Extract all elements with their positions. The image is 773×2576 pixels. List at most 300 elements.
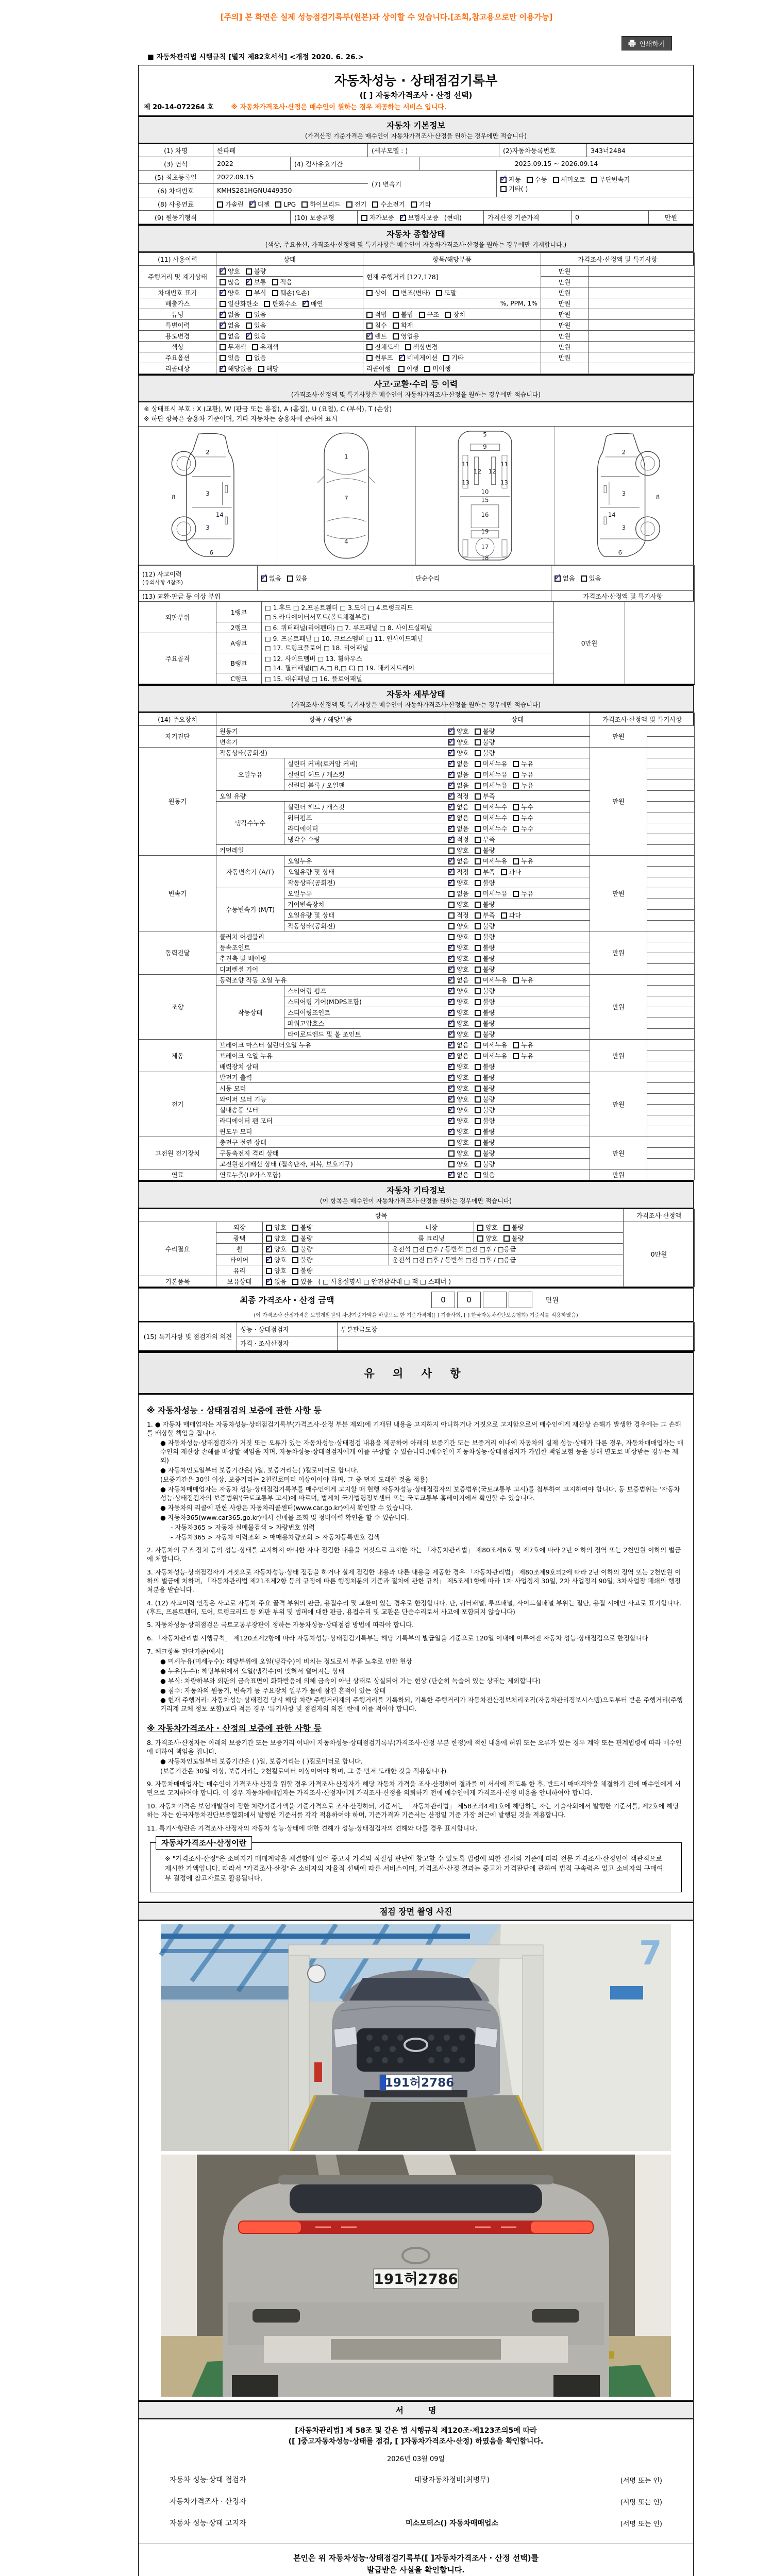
checkbox-option: 양호	[448, 1159, 469, 1168]
checkbox-icon	[501, 869, 507, 875]
svg-text:18: 18	[481, 554, 489, 562]
device-group-label: 조향	[139, 974, 216, 1039]
state-options	[445, 758, 590, 769]
checkbox-icon	[475, 1161, 481, 1167]
checkbox-option: 미세누유	[475, 856, 508, 866]
rank-parts	[262, 622, 554, 633]
checked-checkbox-icon	[220, 366, 226, 372]
price-cell: 만원	[590, 747, 647, 855]
checked-checkbox-icon	[448, 837, 455, 843]
device-group-label: 자기진단	[139, 725, 216, 747]
checkbox-option: 영업용	[393, 331, 419, 341]
repair-item-label: 타이어	[216, 1254, 263, 1265]
final-price-block	[139, 1287, 693, 1322]
rank-parts	[262, 673, 554, 684]
state-options	[445, 909, 590, 920]
signature-block	[139, 2419, 693, 2544]
svg-text:3: 3	[621, 523, 626, 531]
checkbox-icon	[475, 988, 481, 994]
note-cell	[647, 899, 695, 909]
checkbox-option: 있음	[581, 573, 601, 583]
note-cell	[647, 790, 695, 801]
checkbox-icon	[301, 201, 308, 208]
checkbox-option: 미세누수	[475, 802, 508, 811]
checkbox-option: 누유	[513, 1040, 533, 1049]
checkbox-option: ✓ 네비게이션	[399, 353, 438, 362]
print-button[interactable]	[621, 36, 672, 50]
checkbox-option: 양호	[266, 1266, 287, 1275]
notice-subsection-title: ※ 자동차성능 · 상태점검의 보증에 관한 사항 등	[147, 1405, 322, 1415]
svg-text:2: 2	[621, 448, 626, 456]
checkbox-icon	[475, 1096, 481, 1103]
notice-line: 8. 가격조사·산정자는 아래의 보증기간 또는 보증거리 이내에 자동차성능·상태점검기록부(가격조사·산정 부분 한정)에 적힌 내용에 허위 또는 오류가 있는 경우 계약 또는 관계법령에 따라 매수인에 대하여 책임을 집니다.	[147, 1738, 682, 1755]
checkbox-icon	[475, 1140, 481, 1146]
vehicle-diagram-row	[139, 427, 693, 565]
item-label-cell: 변속기	[216, 736, 445, 747]
state-options	[445, 812, 590, 823]
notice-line: 10. 자동차가격은 보험개발원이 정한 차량기준가액을 기준가격으로 조사·산정하되, 기준서는 「자동차관리법」 제58조의4제1호에 해당하는 자는 기술사회에서 발행한 기준서를, 제2호에 해당하는 자는 한국자동차진단보증협회에서 발행한 기준서를 각각 적용하여야 하며, 기준가격과 기준서는 산정일 기준 가장 최근에 발행된 것을 적용합니다.	[147, 1802, 679, 1819]
item-label: 리콜이행	[366, 365, 391, 372]
device-group-label: 원동기	[139, 747, 216, 855]
checkbox-option: 기타	[411, 199, 431, 209]
state-options	[445, 888, 590, 899]
note-cell	[589, 277, 695, 287]
checkbox-option: 불량	[475, 1008, 495, 1017]
state-options	[216, 352, 363, 363]
note-cell	[647, 844, 695, 855]
checkbox-option: ✓ 양호	[448, 1094, 469, 1104]
svg-text:2: 2	[206, 448, 210, 456]
checkbox-icon	[475, 880, 481, 886]
option-group	[220, 365, 284, 372]
option-group	[261, 575, 313, 582]
appraiser-opinion-value	[338, 1336, 695, 1350]
checkbox-option: 불량	[475, 921, 495, 930]
overall-row	[139, 309, 695, 320]
checkbox-option: 부족	[475, 835, 495, 844]
checkbox-option: 누수	[513, 824, 533, 833]
note-cell	[647, 812, 695, 823]
note-cell	[589, 309, 695, 320]
inspection-photo-rear	[159, 2155, 673, 2397]
checkbox-option: 구조	[419, 310, 440, 319]
field-label: (4) 검사유효기간	[291, 157, 419, 170]
checkbox-option: 썬루프	[366, 353, 393, 362]
signature-statement-line: ([ ]중고자동차성능·상태를 점검, [ ]자동차가격조사·산정) 하였음을 확인합니다.	[288, 2437, 544, 2446]
checkbox-option: ✓ 없음	[448, 824, 469, 833]
notice-line: ● 누유(누수): 해당부위에서 오일(냉각수)이 맺혀서 떨어지는 상태	[160, 1667, 345, 1675]
price-digit-box: 0	[431, 1292, 455, 1308]
seal-label: (서명 또는 인)	[620, 2477, 662, 2485]
checkbox-option: 이행	[398, 364, 419, 373]
etc-row	[139, 1254, 695, 1265]
usage-history-label: 차대번호 표기	[139, 287, 216, 298]
svg-text:19: 19	[481, 527, 489, 535]
exchange-price-header: 가격조사·산정액 및 특기사항	[551, 590, 695, 601]
svg-text:3: 3	[206, 523, 210, 531]
checked-checkbox-icon	[261, 575, 267, 582]
state-options	[216, 331, 363, 342]
state-options	[445, 1158, 590, 1169]
state-options	[445, 1072, 590, 1082]
state-options	[445, 1115, 590, 1126]
checkbox-icon	[475, 912, 481, 919]
option-group	[448, 1172, 501, 1179]
checked-checkbox-icon	[266, 1257, 272, 1263]
svg-text:16: 16	[481, 511, 489, 518]
checkbox-icon	[272, 290, 278, 296]
checked-checkbox-icon	[448, 1129, 455, 1135]
checked-checkbox-icon	[220, 290, 226, 296]
checkbox-option: ✓ 없음	[220, 310, 240, 319]
checkbox-option: 불량	[475, 954, 495, 963]
note-cell	[647, 736, 695, 747]
checkbox-option: 탄화수소	[264, 299, 297, 308]
signer-role: 자동차 성능·상태 점검자	[170, 2476, 246, 2485]
position-detail: 운전석 □전 □후 / 동반석 □전 □후 / □응급	[389, 1254, 624, 1265]
price-cell	[541, 363, 589, 374]
checkbox-option: 미세누유	[475, 975, 508, 985]
overall-row	[139, 287, 695, 298]
panel-group-label: 외판부위	[139, 602, 216, 633]
svg-text:191허2786: 191허2786	[374, 2270, 458, 2288]
option-group	[448, 1042, 539, 1049]
note-cell	[647, 866, 695, 877]
checkbox-option: 없음	[448, 889, 469, 898]
item-label-cell: 연료누출(LP가스포함)	[216, 1169, 445, 1180]
signature-statement-line: [자동차관리법] 제 58조 및 같은 법 시행규칙 제120조·제123조의5에 따라	[295, 2427, 537, 2435]
price-cell: 만원	[590, 974, 647, 1039]
warranty-option-group	[361, 213, 444, 222]
note-cell	[647, 888, 695, 899]
item-label-cell: 워터펌프	[284, 812, 445, 823]
checkbox-option: 미세누유	[475, 889, 508, 898]
item-label-cell: 배력장치 상태	[216, 1061, 445, 1072]
checkbox-option: 기타	[443, 353, 464, 362]
checkbox-icon	[217, 201, 223, 208]
svg-text:17: 17	[481, 543, 489, 551]
checkbox-option: 유채색	[252, 342, 279, 351]
service-note: ※ 자동차가격조사·산정은 매수인이 원하는 경우 제공하는 서비스 입니다.	[231, 104, 447, 111]
checkbox-icon	[264, 301, 270, 307]
usage-history-label: 배출가스	[139, 298, 216, 309]
checkbox-option: ✓ 없음	[448, 856, 469, 866]
checkbox-option: 있음	[220, 353, 240, 362]
price-cell: 만원	[541, 331, 589, 342]
checkbox-icon	[475, 902, 481, 908]
option-group	[448, 1031, 501, 1038]
checkbox-option: 불량	[475, 1062, 495, 1071]
checkbox-icon	[443, 355, 449, 361]
checkbox-icon	[448, 1140, 455, 1146]
issue-date: 2026년 03월 09일	[386, 2455, 445, 2464]
item-label-cell: 추진축 및 베어링	[216, 953, 445, 963]
svg-text:13: 13	[500, 479, 508, 486]
inspector-opinion-table	[139, 1322, 695, 1351]
item-label-cell: 오일누유	[284, 888, 445, 899]
state-options	[216, 309, 363, 320]
checkbox-icon	[246, 323, 252, 329]
option-group	[448, 847, 501, 854]
svg-text:8: 8	[172, 493, 176, 501]
overall-row	[139, 266, 695, 277]
checkbox-icon	[252, 344, 258, 350]
detail-row	[139, 1137, 695, 1147]
note-cell	[647, 779, 695, 790]
checkbox-option: ✓ 양호	[448, 1105, 469, 1114]
option-group	[448, 1128, 501, 1136]
checkbox-icon	[513, 783, 519, 789]
option-group	[448, 1107, 501, 1114]
option-group	[448, 1139, 501, 1146]
simple-repair-options	[551, 565, 695, 590]
checkbox-option: 양호	[448, 1148, 469, 1158]
checkbox-option: ✓없음	[261, 573, 281, 583]
repair-item-label: 룸 크리닝	[389, 1232, 474, 1243]
price-cell: 만원	[541, 309, 589, 320]
checkbox-icon	[448, 1150, 455, 1157]
repair-item-label: 외장	[216, 1222, 263, 1232]
checkbox-option: 불량	[475, 1127, 495, 1136]
checkbox-icon	[292, 1257, 298, 1263]
checkbox-icon	[366, 290, 373, 296]
checkbox-option: ✓ 양호	[448, 1083, 469, 1093]
checkbox-option: ✓ 양호	[448, 726, 469, 736]
checkbox-option: 많음	[220, 277, 240, 286]
checkbox-icon	[475, 923, 481, 929]
checkbox-icon	[501, 912, 507, 919]
rank-label: B랭크	[216, 653, 262, 673]
item-label-cell: 브레이크 오일 누유	[216, 1050, 445, 1061]
checkbox-option: ✓ 없음	[554, 573, 575, 583]
checkbox-icon	[393, 290, 399, 296]
detail-row	[139, 855, 695, 866]
base-price-label: 가격산정 기준가격	[484, 211, 572, 224]
field-label: (3) 연식	[139, 157, 213, 170]
notice-line: 3. 자동차성능·상태점검자가 거짓으로 자동차성능·상태 점검을 하거나 실제 점검한 내용과 다른 내용을 제공한 경우 「자동차관리법」 제80조제9호의2에 따라 2년 이하의 징역 또는 2천만원 이하의 벌금에 처하며, 「자동차관리법 제21조제2항 등의 규정에 따른 행정처분의 기준과 절차에 관한 규칙」 제5조제1항에 따라 1차 사업정지 30일, 2차 사업정지 90일, 3차사업장 폐쇄의 행정처분을 받습니다.	[147, 1568, 681, 1594]
section-subtitle: (가격조사·산정액 및 특기사항은 매수인이 자동차가격조사·산정을 원하는 경우에만 적습니다)	[291, 391, 541, 398]
checked-checkbox-icon	[448, 815, 455, 821]
checkbox-option: ✓ 양호	[448, 1019, 469, 1028]
checkbox-option: ✓ 양호	[448, 1073, 469, 1082]
checkbox-option: ✓ 양호	[448, 943, 469, 952]
price-digit-box	[483, 1292, 507, 1308]
checkbox-option: 양호	[266, 1223, 287, 1232]
section-overall-header	[139, 224, 693, 252]
vehicle-diagram-top	[277, 427, 416, 565]
checkbox-option: LPG	[275, 201, 296, 208]
signer-role: 자동차가격조사 · 산정자	[170, 2498, 246, 2506]
checkbox-option: ✓ 보통	[246, 277, 266, 286]
checkbox-icon	[475, 793, 481, 800]
definition-box-label: 자동차가격조사·산정이란	[156, 1836, 252, 1850]
notice-line: (보증기간은 30일 이상, 보증거리는 2천킬로미터 이상이어야 하며, 그 중 먼저 도래한 것을 적용)	[160, 1476, 428, 1484]
item-options	[363, 342, 541, 352]
checkbox-option: ✓ 없음	[448, 759, 469, 768]
svg-text:3: 3	[206, 489, 210, 497]
checked-checkbox-icon	[400, 215, 406, 221]
notice-line: ● 자동차매매업자는 자동차 성능·상태점검기록부를 매수인에게 고지할 때 현행 자동차성능·상태점검자의 보증범위(국토교통부 고시)를 첨부하여 고지하여야 합니다. 동 보증범위는 '자동차성능·상태점검자의 보증범위'(국토교통부 고시)에 따르며, 법제처 국가법령정보센터 또는 국토교통부 홈페이지에서 확인할 수 있습니다.	[160, 1485, 680, 1502]
svg-text:11: 11	[462, 460, 469, 468]
checkbox-option: 미세누유	[475, 1040, 508, 1049]
checkbox-option: ✓ 없음	[448, 781, 469, 790]
note-cell	[589, 320, 695, 331]
checked-checkbox-icon	[266, 1246, 272, 1252]
checkbox-icon	[292, 1235, 298, 1242]
option-group	[220, 322, 272, 329]
checkbox-icon	[246, 268, 252, 275]
checked-checkbox-icon	[249, 201, 256, 208]
section-title: 사고·교환·수리 등 이력	[374, 379, 458, 389]
overall-row	[139, 331, 695, 342]
checked-checkbox-icon	[448, 793, 455, 800]
checkbox-option: ✓ 없음	[448, 1170, 469, 1179]
checked-checkbox-icon	[448, 945, 455, 951]
checkbox-option: 부족	[475, 791, 495, 801]
state-options	[445, 801, 590, 812]
item-label-cell: 실린더 헤드 / 개스킷	[284, 769, 445, 779]
checkbox-option: ✓ 양호	[448, 1127, 469, 1136]
notice-line: ● 자동차인도일부터 보증기간은( )일, 보증거리는( )킬로미터로 합니다.	[160, 1466, 359, 1474]
price-cell: 만원	[590, 1072, 647, 1137]
option-group	[448, 1161, 501, 1168]
note-cell	[589, 266, 695, 277]
item-label-cell: 스티어링 기어(MDPS포함)	[284, 996, 445, 1007]
option-group	[448, 944, 501, 952]
checkbox-icon	[346, 201, 352, 208]
car-rear	[223, 2175, 609, 2397]
field-label: (2)자동차등록번호	[499, 144, 587, 157]
svg-text:15: 15	[481, 496, 489, 504]
overall-row	[139, 342, 695, 352]
checkbox-option: 색상변경	[405, 342, 438, 351]
device-group-label: 변속기	[139, 855, 216, 931]
state-options	[445, 1007, 590, 1018]
checked-checkbox-icon	[448, 1021, 455, 1027]
device-subgroup-label: 작동상태	[216, 985, 284, 1039]
note-cell	[647, 1050, 695, 1061]
item-label-cell: 시동 모터	[216, 1082, 445, 1093]
checkbox-icon	[436, 290, 442, 296]
checkbox-option: 양호	[448, 1138, 469, 1147]
notice-line: ● 침수: 자동차의 원동기, 변속기 등 주요장치 일부가 물에 잠긴 흔적이 있는 상태	[160, 1686, 386, 1694]
state-options	[445, 963, 590, 974]
panel-rank-table	[139, 602, 695, 685]
etc-row	[139, 1265, 695, 1276]
checkbox-option: 불량	[475, 1148, 495, 1158]
checked-checkbox-icon	[448, 967, 455, 973]
item-label-cell: 등속조인트	[216, 942, 445, 953]
option-group	[448, 955, 501, 962]
fuel-options	[213, 197, 693, 210]
note-cell	[647, 985, 695, 996]
notice-line: 1. ● 자동차 매매업자는 자동차성능·상태점검기록부(가격조사·산정 부분 제외)에 기재된 내용을 고지하지 아니하거나 거짓으로 고지함으로써 매수인에게 재산상 손해가 발생한 경우에는 그 손해를 배상할 책임을 집니다.	[147, 1420, 681, 1437]
legal-form-reference: ■ 자동차관리법 시행규칙 [별지 제82호서식] <개정 2020. 6. 26.>	[147, 53, 364, 61]
inspection-record-document	[138, 65, 694, 2576]
state-options	[216, 298, 363, 309]
rank-parts-line: □ 5.라디에이터서포트(볼트체결부품)	[265, 613, 370, 621]
checked-checkbox-icon	[366, 333, 373, 340]
checkbox-option: ✓ 양호	[448, 954, 469, 963]
option-group	[220, 290, 315, 297]
svg-text:3: 3	[621, 489, 626, 497]
option-group	[448, 923, 501, 930]
state-code-note-line: ※ 하단 항목은 승용차 기준이며, 기타 자동차는 승용차에 준하여 표시	[144, 414, 338, 422]
item-label-cell: 타이로드엔드 및 볼 조인트	[284, 1028, 445, 1039]
checkbox-icon	[475, 1042, 481, 1048]
svg-text:10: 10	[481, 487, 489, 495]
checked-checkbox-icon	[448, 739, 455, 745]
checked-checkbox-icon	[220, 312, 226, 318]
position-detail: 운전석 □전 □후 / 동반석 □전 □후 / □응급	[389, 1243, 624, 1254]
option-group	[366, 322, 419, 329]
repair-item-label: 휠	[216, 1243, 263, 1254]
device-group-label: 동력전달	[139, 931, 216, 974]
state-options	[445, 1147, 590, 1158]
state-options	[445, 1018, 590, 1028]
usage-history-label: 주요옵션	[139, 352, 216, 363]
checkbox-option: 불량	[475, 726, 495, 736]
option-group	[220, 268, 272, 275]
option-group	[448, 966, 501, 973]
note-cell	[647, 1169, 695, 1180]
column-header: 항목	[139, 1209, 624, 1222]
column-header: 항목/해당부품	[363, 253, 541, 266]
checkbox-icon	[393, 312, 399, 318]
checkbox-option: 훼손(오손)	[272, 288, 310, 297]
option-group	[448, 815, 539, 822]
checkbox-option: ✓ 있음	[246, 331, 266, 341]
state-options	[474, 1232, 624, 1243]
item-options	[363, 352, 541, 363]
svg-text:6: 6	[618, 548, 623, 556]
checked-checkbox-icon	[448, 1086, 455, 1092]
section-title: 자동차 종합상태	[386, 229, 445, 239]
svg-text:4: 4	[344, 537, 348, 545]
option-group	[266, 1257, 318, 1264]
checkbox-icon	[292, 1268, 298, 1274]
price-cell: 만원	[541, 266, 589, 277]
notice-line: ● 자동차365(www.car365.go.kr)에서 실매물 조회 및 정비이력 확인을 할 수 있습니다.	[160, 1513, 409, 1521]
rank-parts-line: □ 6. 쿼터패널(리어펜더) □ 7. 루프패널 □ 8. 사이드실패널	[265, 624, 432, 632]
checkbox-option: 전체도색	[366, 342, 399, 351]
checkbox-icon	[275, 201, 281, 208]
option-group	[500, 175, 663, 193]
checkbox-option: ✓ 없음	[448, 813, 469, 822]
state-options	[445, 1137, 590, 1147]
option-group	[448, 912, 527, 919]
section-title: 서명	[395, 2405, 461, 2416]
basic-items-list: ( □ 사용설명서 □ 안전삼각대 □ 잭 □ 스패너 )	[318, 1278, 451, 1285]
seal-label: (서명 또는 인)	[620, 2498, 662, 2506]
note-cell	[647, 974, 695, 985]
rank-label: 1랭크	[216, 602, 262, 622]
notice-line: - 자동차365 > 자동차 이력조회 > 매매용차량조회 > 자동차등록번호 검색	[171, 1533, 380, 1541]
note-cell	[647, 1147, 695, 1158]
item-label-cell: 실내송풍 모터	[216, 1104, 445, 1115]
transmission-options	[497, 171, 667, 197]
option-group	[448, 825, 539, 833]
etc-row	[139, 1232, 695, 1243]
checkbox-icon	[475, 1021, 481, 1027]
checkbox-option: 불량	[475, 1029, 495, 1039]
checkbox-option: 수소전기	[372, 199, 405, 209]
option-group	[448, 1117, 501, 1125]
front-license-plate	[380, 2075, 454, 2090]
option-group	[266, 1267, 318, 1275]
checkbox-icon	[448, 912, 455, 919]
checkbox-icon	[475, 1010, 481, 1016]
